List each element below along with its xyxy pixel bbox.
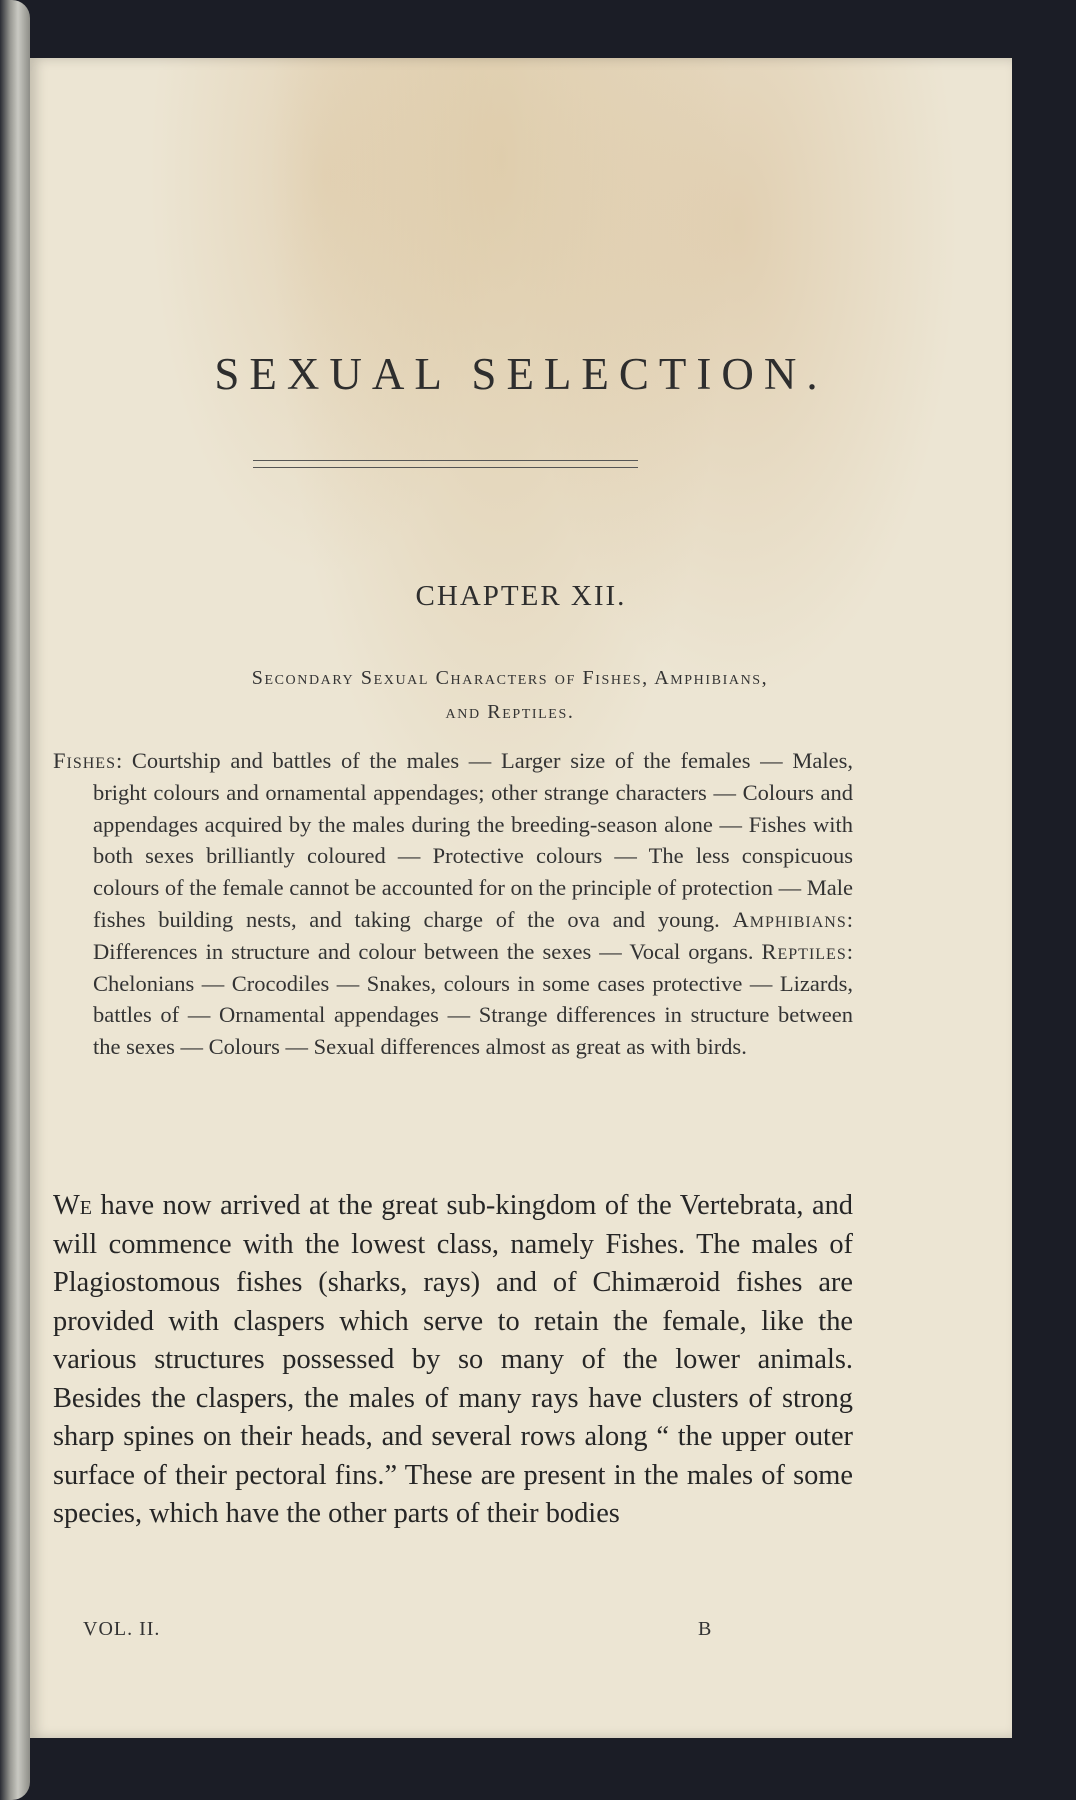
page-title: SEXUAL SELECTION. xyxy=(214,349,828,399)
chapter-summary xyxy=(53,745,853,1063)
summary-reptiles-head: Reptiles xyxy=(761,938,847,964)
summary-paragraph xyxy=(53,745,853,1063)
body-text xyxy=(53,1187,853,1534)
chapter-subtitle xyxy=(100,661,920,729)
body-paragraph xyxy=(53,1187,853,1534)
summary-amphibians-text: : Differences in structure and colour between the sexes — Vocal organs. xyxy=(93,906,853,964)
book-page xyxy=(30,58,1012,1738)
subtitle-line-2: and Reptiles. xyxy=(445,701,575,723)
signature-mark: B xyxy=(698,1618,712,1640)
title-rule-divider xyxy=(253,460,638,468)
subtitle-line-1: Secondary Sexual Characters of Fishes, Amphibians, xyxy=(251,667,769,689)
chapter-heading: CHAPTER XII. xyxy=(415,580,627,612)
summary-reptiles-text: : Chelonians — Crocodiles — Snakes, colours in some cases protective — Lizards, battles of — Ornamental appendages — Strange differences in structure between the sexes — Colours — Sexual differences almost as great as with birds. xyxy=(93,938,853,1060)
summary-fishes-head: Fishes xyxy=(53,748,116,773)
summary-fishes-text: : Courtship and battles of the males — Larger size of the females — Males, bright colours and ornamental appendages; other strange characters — Colours and appendages acquired by the males during the breeding-season alone — Fishes with both sexes brilliantly coloured — Protective colours — The less conspicuous colours of the female cannot be accounted for on the principle of protection — Male fishes building nests, and taking charge of the ova and young. xyxy=(93,748,853,932)
book-spine-edge xyxy=(0,0,30,1800)
body-lead-word: We xyxy=(53,1190,93,1221)
body-paragraph-text: have now arrived at the great sub-kingdom of the Vertebrata, and will commence with the lowest class, namely Fishes. The males of Plagiostomous fishes (sharks, rays) and of Chimæroid fishes are provided with claspers which serve to retain the female, like the various structures possessed by so many of the lower animals. Besides the claspers, the males of many rays have clusters of strong sharp spines on their heads, and several rows along “ the upper outer surface of their pectoral fins.” These are present in the males of some species, which have the other parts of their bodies xyxy=(53,1190,853,1529)
summary-amphibians-head: Amphibians xyxy=(732,906,847,932)
volume-footer: VOL. II. xyxy=(83,1618,161,1640)
